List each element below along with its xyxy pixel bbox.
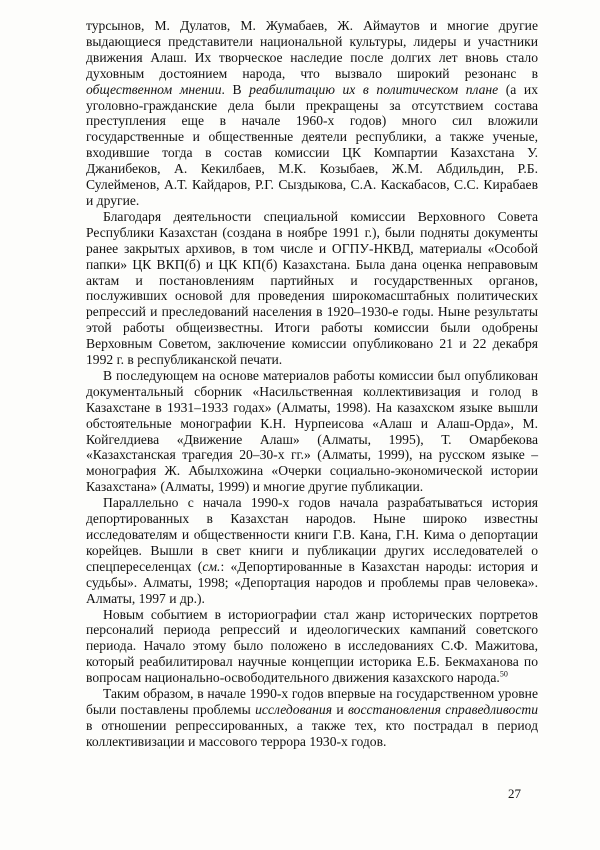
- italic-run: общественном мнении: [86, 81, 222, 97]
- paragraph-4: [86, 495, 538, 606]
- text-run: и: [332, 701, 348, 717]
- text-run: : «Депортированные в Казахстан народы: история и судьбы». Алматы, 1998; «Депортация народов и проблемы прав человека». Алматы, 1997 и др.).: [86, 558, 538, 606]
- text-run: . В: [221, 81, 250, 97]
- italic-run: восстановления справедливости: [347, 701, 538, 717]
- paragraph-6: [86, 686, 538, 750]
- paragraph-3: [86, 368, 538, 495]
- paragraph-5: [86, 607, 538, 687]
- paragraph-2: [86, 209, 538, 368]
- text-run: Таким образом, в начале 1990-х годов впервые на государственном уровне были поставлены проблемы: [86, 686, 538, 717]
- italic-run: реабилитацию их в политическом плане: [249, 81, 499, 97]
- italic-run: исследования: [255, 701, 333, 717]
- paragraph-1: [86, 18, 538, 209]
- text-run: турсынов, М. Дулатов, М. Жумабаев, Ж. Аймаутов и многие другие выдающиеся представители национальной культуры, лидеры и участники движения Алаш. Их творческое наследие после долгих лет вновь стало духовным достоянием народа, что вызвало широкий резонанс в: [86, 18, 538, 81]
- text-run: В последующем на основе материалов работы комиссии был опубликован документальный сборник «Насильственная коллективизация и голод в Казахстане в 1931–1933 годах» (Алматы, 1998). На казахском языке вышли обстоятельные монографии К.Н. Нурпеисова «Алаш и Алаш-Орда», М. Койгелдиева «Движение Алаш» (Алматы, 1995), Т. Омарбекова «Казахстанская трагедия 20–30-х гг.» (Алматы, 1999), на русском языке – монография Ж. Абылхожина «Очерки социально-экономической истории Казахстана» (Алматы, 1999) и многие другие публикации.: [86, 367, 538, 495]
- text-run: Благодаря деятельности специальной комиссии Верховного Совета Республики Казахстан (создана в ноябре 1991 г.), были подняты документы ранее закрытых архивов, в том числе и ОГПУ-НКВД, материалы «Особой папки» ЦК ВКП(б) и ЦК КП(б) Казахстана. Была дана оценка неправовым актам и постановлениям партийных и государственных органов, послуживших основой для проведения широкомасштабных политических репрессий и преследований населения в 1920–1930-е годы. Ныне результаты этой работы общеизвестны. Итоги работы комиссии были одобрены Верховным Советом, заключение комиссии опубликовано 21 и 22 декабря 1992 г. в республиканской печати.: [86, 208, 538, 368]
- text-run: (а их уголовно-гражданские дела были прекращены за отсутствием состава преступления еще в начале 1960-х годов) много сил вложили государственные и общественные деятели республики, а также ученые, входившие тогда в состав комиссии ЦК Компартии Казахстана У. Джанибеков, А. Кекилбаев, М.К. Козыбаев, Ж.М. Абдильдин, Р.Б. Сулейменов, А.Т. Кайдаров, Р.Г. Сыздыкова, С.А. Каскабасов, С.С. Кирабаев и другие.: [86, 81, 538, 208]
- page-number: 27: [508, 786, 521, 801]
- italic-run: см.: [202, 558, 221, 574]
- footnote-ref: 50: [499, 669, 508, 679]
- page-body: [86, 18, 538, 750]
- text-run: Параллельно с начала 1990-х годов начала разрабатываться история депортированных в Казахстан народов. Ныне широко известны исследователям и общественности книги Г.В. Кана, Г.Н. Кима о депортации корейцев. Вышли в свет книги и публикации других исследователей о спецпереселенцах (: [86, 495, 538, 574]
- text-run: Новым событием в историографии стал жанр исторических портретов персоналий периода репрессий и идеологических кампаний советского периода. Начало этому было положено в исследованиях С.Ф. Мажитова, который реабилитировал научные концепции историка Е.Б. Бекмаханова по вопросам национально-освободительного движения казахского народа.: [86, 606, 538, 686]
- text-run: в отношении репрессированных, а также тех, кто пострадал в период коллективизации и массового террора 1930-х годов.: [86, 717, 538, 749]
